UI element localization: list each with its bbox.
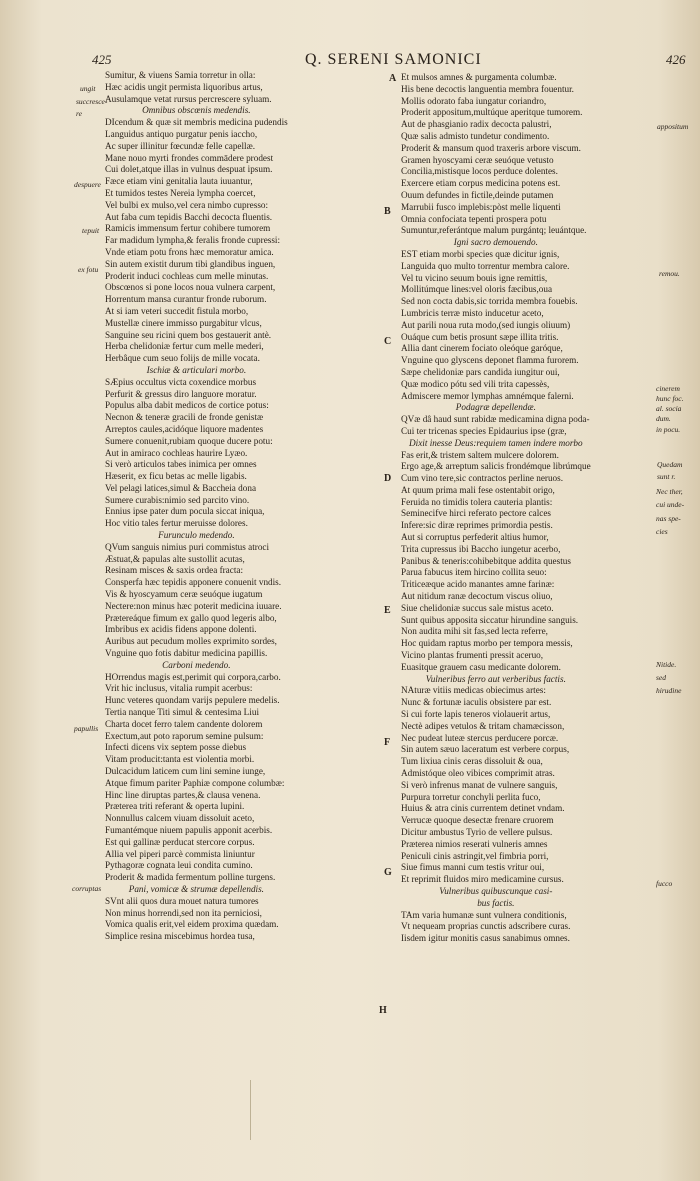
text-line: Siue fimus manni cum testis vritur oui, (401, 862, 545, 873)
text-line: Si verò articulos tabes inimica per omnes (105, 459, 257, 470)
text-line: Omnia confociata tepenti prospera potu (401, 213, 547, 224)
text-line: Herba chelidoniæ fertur cum melle mederi, (105, 341, 264, 352)
margin-note: cinerem (656, 384, 680, 393)
text-line: Hoc quidam raptus morbo per tempora messis, (401, 638, 573, 649)
text-line: Vulneribus quibuscunque casi- (439, 885, 553, 896)
text-line: Non audita mihi sit fas,sed lecta referre, (401, 626, 548, 637)
text-line: Euasitque grauem casu medicante dolorem. (401, 661, 561, 672)
text-line: Præterea nimios reserati vulneris amnes (401, 838, 548, 849)
text-line: Infere:sic diræ reprimes primordia pestis. (401, 520, 553, 531)
text-line: Populus alba dabit medicos de cortice potus: (105, 400, 269, 411)
text-line: Præterea triti referant & operta lupini. (105, 801, 245, 812)
right-text-column (401, 72, 591, 945)
text-line: Proderit & mansum quod traxeris arbore viscum. (401, 142, 581, 153)
text-line: Vel pelagi latices,simul & Baccheia dona (105, 482, 257, 493)
text-line: Vnguine quo glyscens deponet flamma furorem. (401, 355, 579, 366)
margin-note: fucco (656, 879, 673, 888)
text-line: Vicino plantas frumenti pressit aceruo, (401, 650, 544, 661)
text-line: Obscœnos si pone locos noua vulnera carpent, (105, 282, 276, 293)
text-line: Gramen hyoscyami ceræ seuóque vetusto (401, 154, 554, 165)
text-line: Trita cupressus ibi Baccho iungetur acerbo, (401, 543, 561, 554)
text-line: Allia vel piperi parcè commista liniuntur (105, 848, 255, 859)
text-line: Fumantémque niuem papulis apponit acerbis. (105, 825, 273, 835)
section-marker: F (384, 737, 391, 748)
text-line: Hinc line diruptas partes,& clausa venena. (105, 789, 261, 800)
text-line: Ac super illinitur fœcundæ felle capellæ. (105, 140, 256, 151)
text-line: Atque fimum pariter Paphiæ compone columbæ: (105, 777, 285, 788)
text-line: Mane nouo myrti frondes commādere prodest (105, 152, 274, 163)
text-line: Est qui gallinæ perducat stercore corpus. (105, 836, 255, 847)
text-line: Non minus horrendi,sed non ita perniciosi, (105, 907, 262, 918)
text-line: SÆpius occultus victa coxendice morbus (105, 376, 257, 387)
section-marker: B (384, 206, 391, 217)
text-line: Herbâque cum seuo folijs de mille vocata. (105, 353, 260, 364)
running-header: Q. SERENI SAMONICI (305, 51, 482, 68)
text-line: Feruida no timidis tolera cauteria plantis: (401, 496, 553, 507)
text-line: Perfurit & gressus diro languore moratur. (105, 388, 257, 399)
text-line: Infecti dicens vix septem posse diebus (105, 742, 247, 753)
text-line: HOrrendus magis est,perimit qui corpora,carbo. (105, 671, 281, 682)
text-line: Ouáque cum betis prosunt sæpe illita tritis. (401, 331, 559, 342)
text-line: Ramicis immensum fertur cohibere tumorem (105, 223, 271, 234)
text-line: Dixit inesse Deus:requiem tamen indere morbo (409, 437, 583, 448)
text-line: bus factis. (477, 897, 515, 908)
margin-note: hunc foc. (656, 394, 684, 403)
text-line: Sæpe chelidoniæ pars candida iungitur oui, (401, 366, 560, 377)
text-line: Nonnullus calcem viuam dissoluit aceto, (105, 813, 255, 824)
section-marker: C (384, 336, 392, 347)
text-line: Allia dant cinerem fociato oleóque garóque, (401, 343, 563, 354)
text-line: Triticeæque acido manantes amne farinæ: (401, 579, 555, 590)
text-line: Verrucæ quoque desectæ frenare cruorem (401, 815, 554, 826)
left-text-column (105, 70, 288, 943)
text-line: Exectum,aut poto raporum semine pulsum: (105, 730, 264, 741)
margin-note: hirudine (656, 686, 682, 695)
margin-note: re (76, 109, 82, 118)
text-line: Hæc acidis ungit permista liquoribus artus, (105, 81, 263, 92)
margin-note: ungit (80, 84, 96, 93)
text-line: Hunc veteres quondam varijs pepulere medelis. (105, 695, 280, 706)
text-line: Cum vino tere,sic contractos perline neruos. (401, 473, 564, 484)
text-line: Si verò infrenus manat de vulnere sanguis, (401, 779, 558, 790)
text-line: Panibus & teneris:cohibebitque addita questus (401, 555, 571, 566)
text-line: Carboni medendo. (162, 659, 231, 670)
text-line: Ouum defundes in fictile,deinde putamen (401, 189, 554, 200)
text-line: Dicitur ambustus Tyrio de vellere pulsus. (401, 827, 553, 837)
text-line: Omnibus obscœnis medendis. (142, 105, 251, 116)
text-line: Aut si corruptus perfederit altius humor, (401, 532, 549, 543)
margin-note: sed (656, 673, 666, 682)
text-line: Vomica qualis erit,vel eidem proxima quædam. (105, 919, 279, 930)
text-line: QVum sanguis nimius puri commistus atroci (105, 541, 270, 552)
text-line: Et tumidos testes Nereia lympha coercet, (105, 187, 256, 198)
text-line: Sumitur, & viuens Samia torretur in olla: (105, 70, 256, 80)
text-line: Tum lixiua cinis ceras dissoluit & oua, (401, 756, 543, 767)
text-line: Aut nitidum ranæ decoctum viscus oliuo, (401, 591, 553, 602)
text-line: Iisdem igitur monitis casus sanabimus omnes. (401, 933, 570, 944)
text-line: Ergo age,& arreptum salicis frondémque librúmque (401, 461, 591, 472)
text-line: Pani, vomicæ & strumæ depellendis. (128, 883, 264, 894)
text-line: Consperfa hæc tepidis apponere conuenit vndis. (105, 577, 282, 588)
margin-note: cies (656, 527, 668, 536)
text-line: Ischiæ & articulari morbo. (146, 364, 247, 375)
text-line: Far madidum lympha,& feralis fronde cupressi: (105, 235, 281, 246)
text-line: Languida quo multo torrentur membra calore. (401, 260, 570, 271)
margin-note: nas spe- (656, 514, 681, 523)
text-line: Vel tu vicino seuum bouis igne remittis, (401, 272, 548, 283)
text-line: Horrentum mansa curantur fronde ruborum. (105, 294, 267, 305)
text-line: Fæce etiam vini genitalia lauta iuuantur, (105, 176, 253, 187)
text-line: Fas erit,& tristem saltem mulcere dolorem. (401, 449, 559, 460)
section-marker: E (384, 605, 391, 616)
text-line: Siue chelidoniæ succus sale mistus aceto. (401, 602, 554, 613)
margin-note: appositum (657, 122, 689, 131)
margin-note: Nitide. (656, 660, 677, 669)
text-line: His bene decoctis languentia membra fouentur. (401, 83, 574, 94)
text-line: Quæ salis admisto tundetur condimento. (401, 130, 550, 141)
margin-note: cui unde- (656, 500, 685, 509)
text-line: EST etiam morbi species quæ dicitur ignis, (401, 248, 560, 259)
margin-note: remou. (659, 269, 680, 278)
text-line: Vis & hyoscyamum ceræ seuóque iugatum (105, 589, 263, 600)
text-line: Huius & atra cinis currentem detinet vndam. (401, 803, 565, 814)
text-line: Peniculi cinis astringit,vel fimbria porri, (401, 850, 549, 861)
margin-note: tepuit (82, 226, 100, 235)
text-line: Vel bulbi ex mulso,vel cera nimbo cupresso: (105, 199, 269, 210)
text-line: Sin autem sæuo laceratum est verbere corpus, (401, 744, 570, 755)
page-number-left: 425 (92, 52, 112, 67)
text-line: Admiscere memor lymphas amnémque falerni. (401, 390, 574, 401)
text-line: Auribus aut pecudum molles exprimito sordes, (105, 636, 277, 647)
text-line: Seminecifve hirci referato pectore calces (401, 508, 551, 519)
text-line: Sumere conuenit,rubiam quoque ducere potu: (105, 435, 273, 446)
margin-note: dum. (656, 414, 671, 423)
text-line: Ausulamque vetat rursus percrescere syluam. (105, 93, 272, 104)
text-line: Si cui forte lapis teneros violauerit artus, (401, 709, 551, 720)
text-line: Aut in amiraco cochleas haurire Lyæo. (105, 447, 248, 458)
section-marker: G (384, 867, 392, 878)
text-line: Proderit & madida fermentum polline turgens. (105, 872, 276, 883)
margin-note: in pocu. (656, 425, 681, 434)
text-line: Cui dolet,atque illas in vulnus despuat ipsum. (105, 164, 273, 175)
text-line: NAturæ vitiis medicas obiecimus artes: (401, 685, 546, 696)
text-line: Cui ter tricenas species Epidaurius ipse (græ, (401, 425, 567, 436)
text-line: Exercere etiam corpus medicina potens est. (401, 178, 561, 189)
text-line: Proderit induci cochleas cum melle minutas. (105, 270, 269, 281)
text-line: At si iam veteri succedit fistula morbo, (105, 305, 249, 316)
text-line: QVæ dâ haud sunt rabidæ medicamina digna poda- (401, 414, 590, 425)
text-line: Dulcacidum laticem cum lini semine iunge, (105, 766, 266, 777)
page-number-right: 426 (666, 52, 686, 67)
margin-note: sunt r. (657, 472, 676, 481)
text-line: Simplice resina miscebimus hordea tusa, (105, 931, 255, 942)
text-line: Vrit hic inclusus, vitalia rumpit acerbus: (105, 683, 253, 694)
text-line: Admistóque oleo vibices comprimit atras. (401, 768, 555, 779)
margin-note: succresce- (76, 97, 108, 106)
text-line: Sumere curabis:nimio sed parcito vino. (105, 494, 250, 505)
text-line: Nectè adipes vetulos & tritam chamæcisson, (401, 720, 565, 731)
text-line: Marrubii fusco implebis:pòst melle liquenti (401, 201, 561, 212)
margin-note: despuere (74, 180, 101, 189)
text-line: Æstuat,& papulas alte sustollit acutas, (105, 553, 245, 564)
text-line: Sanguine seu ricini quem bos gestauerit antè. (105, 329, 272, 340)
text-line: Hoc vitio tales fertur meruisse dolores. (105, 518, 248, 529)
text-line: Aut faba cum tepidis Bacchi decocta fluentis. (105, 211, 273, 222)
text-line: Mustellæ cinere immisso purgabitur vlcus, (105, 317, 262, 328)
text-line: Vulneribus ferro aut verberibus factis. (425, 673, 566, 684)
text-line: Mollis odorato faba iungatur coriandro, (401, 95, 547, 106)
text-line: Vnde etiam potu frons hæc memoratur amica. (105, 246, 274, 257)
text-line: Quæ modico pótu sed vili trita capessès, (401, 378, 550, 389)
text-line: Parua fabucus item hircino collita seuo: (401, 567, 547, 578)
margin-note: corruptas (72, 884, 102, 893)
text-line: Sed non cocta dabis,sic torrida membra fouebis. (401, 296, 578, 307)
text-line: Aut de phasgianio radix decocta palustri, (401, 119, 552, 130)
section-marker: D (384, 473, 392, 484)
text-line: At quum prima mali fese ostentabit origo, (401, 484, 555, 495)
section-marker: H (379, 1005, 387, 1016)
text-line: Necnon & teneræ gracili de fronde genistæ (105, 412, 264, 423)
text-line: Podagræ depellendæ. (455, 402, 536, 413)
text-line: Lumbricis terræ misto inducetur aceto, (401, 307, 544, 318)
text-line: Languidus antiquo purgatur penis iaccho, (105, 128, 258, 139)
text-line: Nectere:non minus hæc poterit medicina iuuare. (105, 600, 282, 611)
margin-note: ex fotu (78, 265, 99, 274)
text-line: Sin autem existit durum tibi glandibus inguen, (105, 258, 276, 269)
margin-note: Quedam (657, 460, 683, 469)
text-line: SVnt alii quos dura mouet natura tumores (105, 895, 259, 906)
text-line: Et reprimit fluidos miro medicamine cursus. (401, 874, 564, 885)
margin-note: Nec ther, (656, 487, 683, 496)
text-line: Imbribus ex acidis fidens appone dolenti. (105, 624, 257, 635)
margin-note: al. socia (656, 404, 682, 413)
text-line: Vnguine quo fotis dabitur medicina papillis. (105, 648, 268, 659)
text-line: Concilia,mistisque locos perduce dolentes. (401, 166, 558, 177)
text-line: Arreptos caules,acidóque liquore madentes (105, 423, 264, 434)
text-line: Vitam producit:tanta est violentia morbi. (105, 754, 255, 765)
text-line: Mollitúmque lines:vel oloris fæcibus,oua (401, 284, 553, 295)
text-line: Resinam misces & saxis ordea fracta: (105, 565, 244, 576)
text-line: Aut parili noua ruta modo,(sed iungis oliuum) (401, 319, 571, 330)
column-rule (250, 1080, 251, 1140)
text-line: Hæserit, ex ficu betas ac melle ligabis. (105, 471, 247, 482)
text-line: Et mulsos amnes & purgamenta columbæ. (401, 72, 557, 82)
text-line: TAm varia humanæ sunt vulnera conditionis, (401, 909, 567, 920)
text-line: Pythagoræ cognata leui condita cumino. (105, 860, 253, 871)
text-line: Proderit appositum,multúque aperitque tumorem. (401, 107, 583, 118)
text-line: DIcendum & quæ sit membris medicina pudendis (105, 117, 288, 128)
text-line: Vt nequeam proprias cunctis adscribere curas. (401, 921, 571, 932)
text-line: Furunculo medendo. (158, 530, 235, 541)
text-line: Igni sacro demouendo. (453, 237, 538, 248)
text-line: Nec pudeat luteæ stercus perducere porcæ. (401, 732, 559, 743)
text-line: Charta docet ferro talem candente dolorem (105, 718, 263, 729)
text-line: Sumuntur,referántque malum purgántq; leuántque. (401, 225, 587, 236)
margin-note: papullis (74, 724, 99, 733)
text-line: Nunc & fortunæ iaculis obsistere par est. (401, 697, 552, 708)
text-line: Ennius ipse pater dum pocula siccat iniqua, (105, 506, 265, 517)
text-line: Sunt quibus apposita siccatur hirundine sanguis. (401, 614, 579, 625)
section-marker: A (389, 73, 397, 84)
text-line: Tertia nanque Titi simul & centesima Liui (105, 707, 259, 718)
text-line: Purpura torretur conchyli perlita fuco, (401, 791, 541, 802)
text-line: Prætereáque fimum ex gallo quod legeris albo, (105, 612, 277, 623)
